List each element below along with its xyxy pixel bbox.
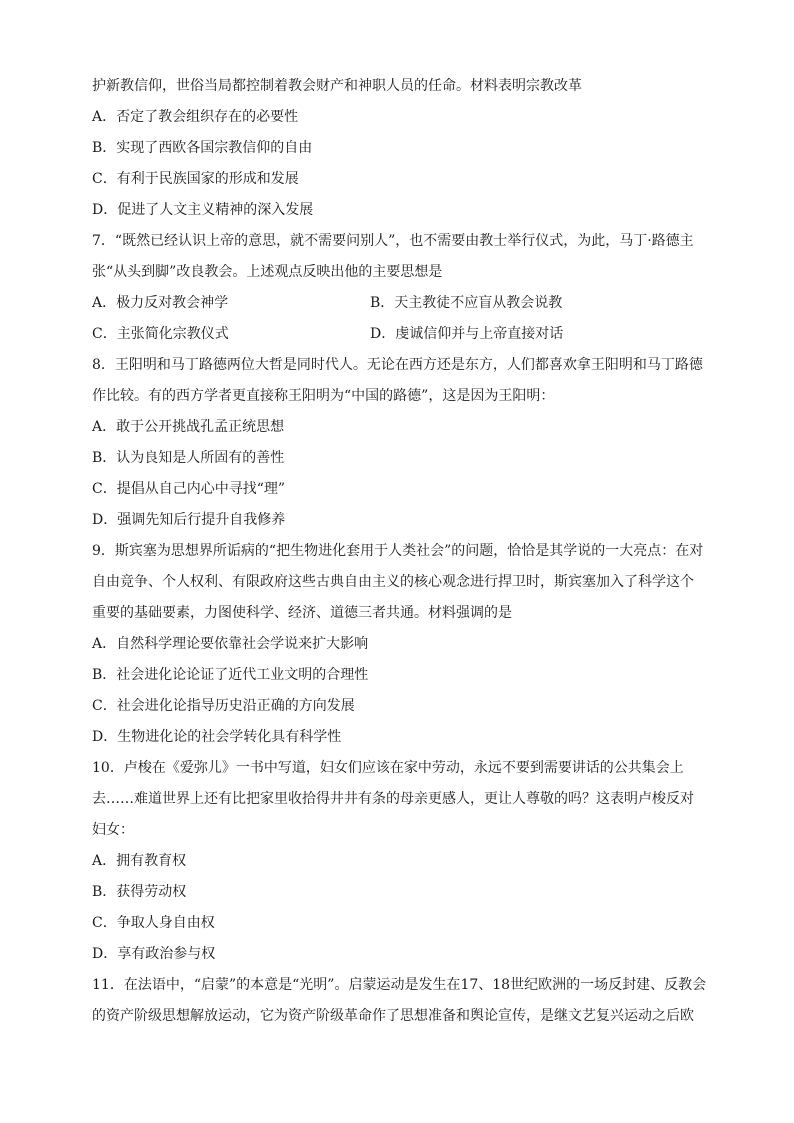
answer-option-d: D．强调先知后行提升自我修养: [92, 512, 286, 528]
question-11-line-2: 的资产阶级思想解放运动，它为资产阶级革命作了思想准备和舆论宣传，是继文艺复兴运动之后欧: [92, 1008, 694, 1024]
answer-option-c: C．争取人身自由权: [92, 915, 215, 931]
answer-option-c: C．主张简化宗教仪式: [92, 326, 229, 342]
answer-option-a: A．自然科学理论要依靠社会学说来扩大影响: [92, 636, 369, 652]
answer-option-d: D．促进了人文主义精神的深入发展: [92, 202, 314, 218]
answer-option-d: D．虔诚信仰并与上帝直接对话: [370, 326, 564, 342]
question-7-options-row-2: [92, 324, 712, 355]
answer-option-d: D．生物进化论的社会学转化具有科学性: [92, 729, 342, 745]
question-10-line-2: 去……难道世界上还有比把家里收拾得井井有条的母亲更感人，更让人尊敬的吗？这表明卢梭反对: [92, 791, 694, 807]
question-11-line-1: 11．在法语中，“启蒙”的本意是“光明”。启蒙运动是发生在17、18世纪欧洲的一场反封建、反教会: [92, 977, 707, 993]
answer-option-a: A．拥有教育权: [92, 853, 187, 869]
question-8-line-2: 作比较。有的西方学者更直接称王阳明为“中国的路德”，这是因为王阳明：: [92, 388, 555, 404]
answer-option-a: A．否定了教会组织存在的必要性: [92, 109, 299, 125]
answer-option-d: D．享有政治参与权: [92, 946, 216, 962]
question-text-line: 护新教信仰，世俗当局都控制着教会财产和神职人员的任命。材料表明宗教改革: [92, 78, 582, 94]
answer-option-c: C．社会进化论指导历史沿正确的方向发展: [92, 698, 355, 714]
answer-option-c: C．有利于民族国家的形成和发展: [92, 171, 299, 187]
answer-option-a: A．极力反对教会神学: [92, 295, 229, 311]
answer-option-b: B．获得劳动权: [92, 884, 187, 900]
question-9-line-1: 9．斯宾塞为思想界所诟病的“把生物进化套用于人类社会”的问题，恰恰是其学说的一大亮点：在对: [92, 543, 704, 559]
question-8-line-1: 8．王阳明和马丁路德两位大哲是同时代人。无论在西方还是东方，人们都喜欢拿王阳明和马丁路德: [92, 357, 703, 373]
answer-option-b: B．社会进化论论证了近代工业文明的合理性: [92, 667, 369, 683]
answer-option-b: B．天主教徒不应盲从教会说教: [370, 295, 563, 311]
question-9-line-2: 自由竞争、个人权利、有限政府这些古典自由主义的核心观念进行捍卫时，斯宾塞加入了科学这个: [92, 574, 694, 590]
answer-option-b: B．实现了西欧各国宗教信仰的自由: [92, 140, 313, 156]
answer-option-a: A．敢于公开挑战孔孟正统思想: [92, 419, 285, 435]
question-7-line-2: 张“从头到脚”改良教会。上述观点反映出他的主要思想是: [92, 264, 443, 280]
question-10-line-3: 妇女：: [92, 822, 134, 838]
exam-page: [92, 76, 712, 1037]
answer-option-b: B．认为良知是人所固有的善性: [92, 450, 285, 466]
question-7-options-row-1: [92, 293, 712, 324]
question-10-line-1: 10．卢梭在《爱弥儿》一书中写道，妇女们应该在家中劳动，永远不要到需要讲话的公共集会上: [92, 760, 684, 776]
question-7-line-1: 7．“既然已经认识上帝的意思，就不需要问别人”，也不需要由教士举行仪式，为此，马丁·路德主: [92, 233, 694, 249]
question-9-line-3: 重要的基础要素，力图使科学、经济、道德三者共通。材料强调的是: [92, 605, 512, 621]
answer-option-c: C．提倡从自己内心中寻找“理”: [92, 481, 286, 497]
